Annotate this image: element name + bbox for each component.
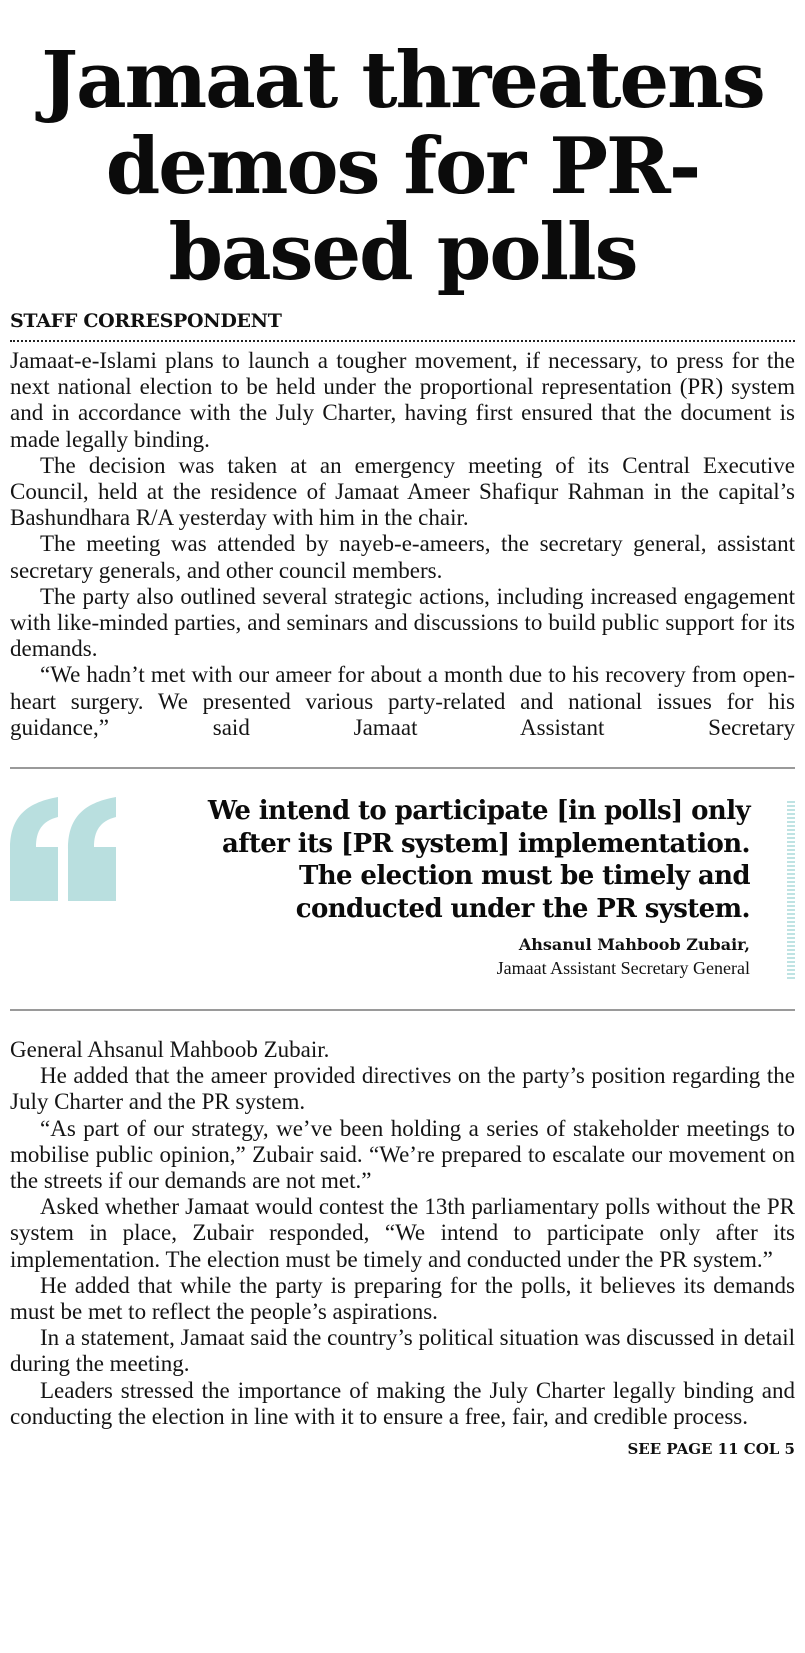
headline: Jamaat threatens demos for PR-based polls bbox=[41, 35, 764, 298]
pull-quote-role: Jamaat Assistant Secretary General bbox=[496, 958, 750, 979]
article-body-top bbox=[10, 348, 795, 741]
paragraph: Leaders stressed the importance of making the July Charter legally binding and conducting the election in line with it to ensure a free, fair, and credible process. bbox=[10, 1377, 795, 1429]
paragraph: He added that while the party is preparing for the polls, it believes its demands must be met to reflect the people’s aspirations. bbox=[10, 1272, 795, 1325]
paragraph: He added that the ameer provided directives on the party’s position regarding the July Charter and the PR system. bbox=[10, 1063, 795, 1115]
paragraph: In a statement, Jamaat said the country’s political situation was discussed in detail during the meeting. bbox=[10, 1325, 795, 1377]
pull-quote-speaker: Ahsanul Mahboob Zubair, bbox=[518, 935, 750, 955]
paragraph: Jamaat-e-Islami plans to launch a tougher movement, if necessary, to press for the next national election to be held under the proportional representation (PR) system and in accordance with the July Charter, having first ensured that the document is made legally binding. bbox=[10, 348, 795, 452]
quote-mark-icon bbox=[10, 797, 120, 901]
article bbox=[10, 0, 795, 1458]
paragraph: The meeting was attended by nayeb-e-ameers, the secretary general, assistant secretary generals, and other council members. bbox=[10, 531, 795, 583]
pull-quote bbox=[10, 769, 795, 1009]
continued-on-link[interactable]: SEE PAGE 11 COL 5 bbox=[627, 1440, 795, 1459]
paragraph: Asked whether Jamaat would contest the 13th parliamentary polls without the PR system in place, Zubair responded, “We intend to participate only after its implementation. The election must be timely and conducted under the PR system.” bbox=[10, 1194, 795, 1272]
paragraph: The decision was taken at an emergency meeting of its Central Executive Council, held at the residence of Jamaat Ameer Shafiqur Rahman in the capital’s Bashundhara R/A yesterday with him in the chair. bbox=[10, 452, 795, 531]
dotted-divider bbox=[10, 340, 795, 342]
divider bbox=[10, 1009, 795, 1011]
pull-quote-accent-bar bbox=[787, 801, 795, 981]
paragraph: “As part of our strategy, we’ve been holding a series of stakeholder meetings to mobilise public opinion,” Zubair said. “We’re prepared to escalate our movement on the streets if our demands are not met.” bbox=[10, 1115, 795, 1194]
byline: STAFF CORRESPONDENT bbox=[10, 310, 282, 332]
paragraph: General Ahsanul Mahboob Zubair. bbox=[10, 1037, 330, 1063]
article-body-bottom bbox=[10, 1037, 795, 1430]
paragraph: The party also outlined several strategic actions, including increased engagement with like-minded parties, and seminars and discussions to build public support for its demands. bbox=[10, 583, 795, 662]
paragraph: “We hadn’t met with our ameer for about a month due to his recovery from open-heart surgery. We presented various party-related and national issues for his guidance,” said Jamaat Assistant Secretary bbox=[10, 662, 795, 740]
pull-quote-text: We intend to participate [in polls] only after its [PR system] implementation. The election must be timely and conducted under the PR system. bbox=[207, 796, 750, 924]
